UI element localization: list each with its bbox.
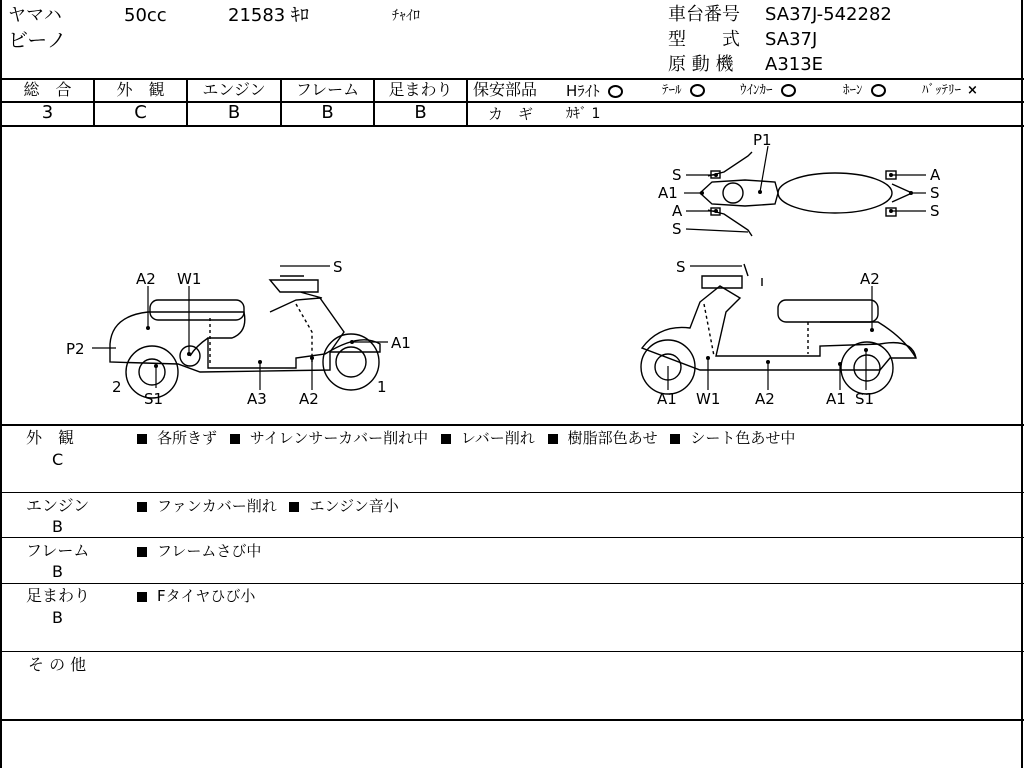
left-label-a2: A2 (136, 270, 156, 288)
top-label-a1: A1 (658, 184, 678, 202)
engine-value: A313E (765, 54, 824, 75)
left-label-s: S (333, 258, 343, 276)
remark-items-engine: ファンカバー削れ エンジン音小 (137, 496, 399, 516)
safety-parts-title: 保安部品 (473, 80, 538, 99)
grade-header-engine: エンジン (202, 80, 266, 99)
safety-item-winker: ｳｲﾝｶｰ (740, 81, 796, 101)
ok-circle-icon (871, 84, 886, 97)
remark-grade-exterior: C (52, 450, 64, 469)
bullet-icon (137, 502, 147, 512)
divider-diagram (0, 424, 1024, 426)
ng-cross-icon: × (967, 83, 978, 98)
left-label-2: 2 (112, 378, 122, 396)
top-label-a-left: A (672, 202, 683, 220)
ok-circle-icon (690, 84, 705, 97)
left-label-a2-bottom: A2 (299, 390, 319, 408)
left-label-1: 1 (377, 378, 387, 396)
right-label-s1: S1 (855, 390, 875, 408)
frame-number-label: 車台番号 (668, 4, 740, 25)
grade-header-total: 総 合 (23, 80, 72, 99)
bullet-icon (137, 434, 147, 444)
scooter-left-view (110, 276, 380, 398)
grade-col-line-5 (466, 79, 468, 126)
safety-item-headlight: Hﾗｲﾄ (566, 81, 623, 101)
grade-header-exterior: 外 観 (116, 80, 165, 99)
remark-items-frame: フレームさび中 (137, 541, 261, 561)
mileage: 21583 ｷﾛ (228, 5, 309, 26)
safety-item-tail: ﾃｰﾙ (662, 81, 705, 101)
grade-header-frame: フレーム (295, 80, 360, 99)
divider-remark-2 (0, 537, 1024, 538)
right-label-a1-bottom: A1 (826, 390, 846, 408)
top-label-s-bottom: S (672, 220, 682, 238)
remark-items-suspension: Fタイヤひび小 (137, 586, 255, 606)
remark-grade-frame: B (52, 562, 63, 581)
engine-label: 原 動 機 (668, 54, 734, 75)
bullet-icon (548, 434, 558, 444)
maker-name: ヤマハ (8, 5, 62, 26)
damage-diagram (0, 126, 1024, 424)
ok-circle-icon (781, 84, 796, 97)
body-color: ﾁｬｲﾛ (392, 8, 420, 24)
left-label-a3: A3 (247, 390, 267, 408)
remark-category-other: そ の 他 (28, 655, 87, 674)
bullet-icon (670, 434, 680, 444)
remark-grade-suspension: B (52, 608, 63, 627)
remark-category-suspension: 足まわり (26, 586, 91, 605)
left-label-w1: W1 (177, 270, 202, 288)
grade-value-engine: B (227, 102, 241, 123)
type-label: 型 式 (668, 29, 740, 50)
top-label-p1: P1 (753, 131, 772, 149)
top-label-s-right-1: S (930, 184, 940, 202)
ok-circle-icon (608, 85, 623, 98)
remark-category-frame: フレーム (26, 541, 90, 560)
right-label-s: S (676, 258, 686, 276)
displacement: 50cc (124, 5, 167, 26)
type-value: SA37J (765, 29, 818, 50)
bullet-icon (441, 434, 451, 444)
divider-other (0, 719, 1024, 721)
divider-remark-3 (0, 583, 1024, 584)
bullet-icon (230, 434, 240, 444)
right-label-a2-bottom: A2 (755, 390, 775, 408)
grade-header-suspension: 足まわり (388, 80, 453, 99)
bullet-icon (137, 592, 147, 602)
remark-category-engine: エンジン (26, 496, 90, 515)
grade-value-exterior: C (134, 102, 147, 123)
left-label-p2: P2 (66, 340, 85, 358)
divider-remark-1 (0, 492, 1024, 493)
top-label-s-right-2: S (930, 202, 940, 220)
bullet-icon (289, 502, 299, 512)
left-label-s1: S1 (144, 390, 164, 408)
model-name: ビーノ (8, 28, 67, 52)
remark-items-exterior: 各所きず サイレンサーカバー削れ中 レバー削れ 樹脂部色あせ シート色あせ中 (137, 428, 795, 448)
remark-category-exterior: 外 観 (26, 428, 75, 447)
grade-value-frame: B (321, 102, 334, 123)
safety-item-battery: ﾊﾞｯﾃﾘｰ × (922, 83, 978, 98)
top-label-s-left: S (672, 166, 682, 184)
safety-item-horn: ﾎｰﾝ (843, 81, 886, 101)
grade-value-total: 3 (41, 102, 54, 123)
remark-grade-engine: B (52, 517, 63, 536)
left-label-a1: A1 (391, 334, 411, 352)
divider-remark-4 (0, 651, 1024, 652)
top-label-a-right: A (930, 166, 941, 184)
right-label-a2: A2 (860, 270, 880, 288)
grade-value-suspension: B (414, 102, 427, 123)
key-value: ｶｷﾞ 1 (566, 106, 601, 122)
right-label-w1: W1 (696, 390, 721, 408)
key-label: カ ギ (488, 105, 534, 123)
frame-number-value: SA37J-542282 (765, 4, 892, 25)
right-label-a1: A1 (657, 390, 677, 408)
bullet-icon (137, 547, 147, 557)
scooter-top-view (700, 152, 912, 236)
